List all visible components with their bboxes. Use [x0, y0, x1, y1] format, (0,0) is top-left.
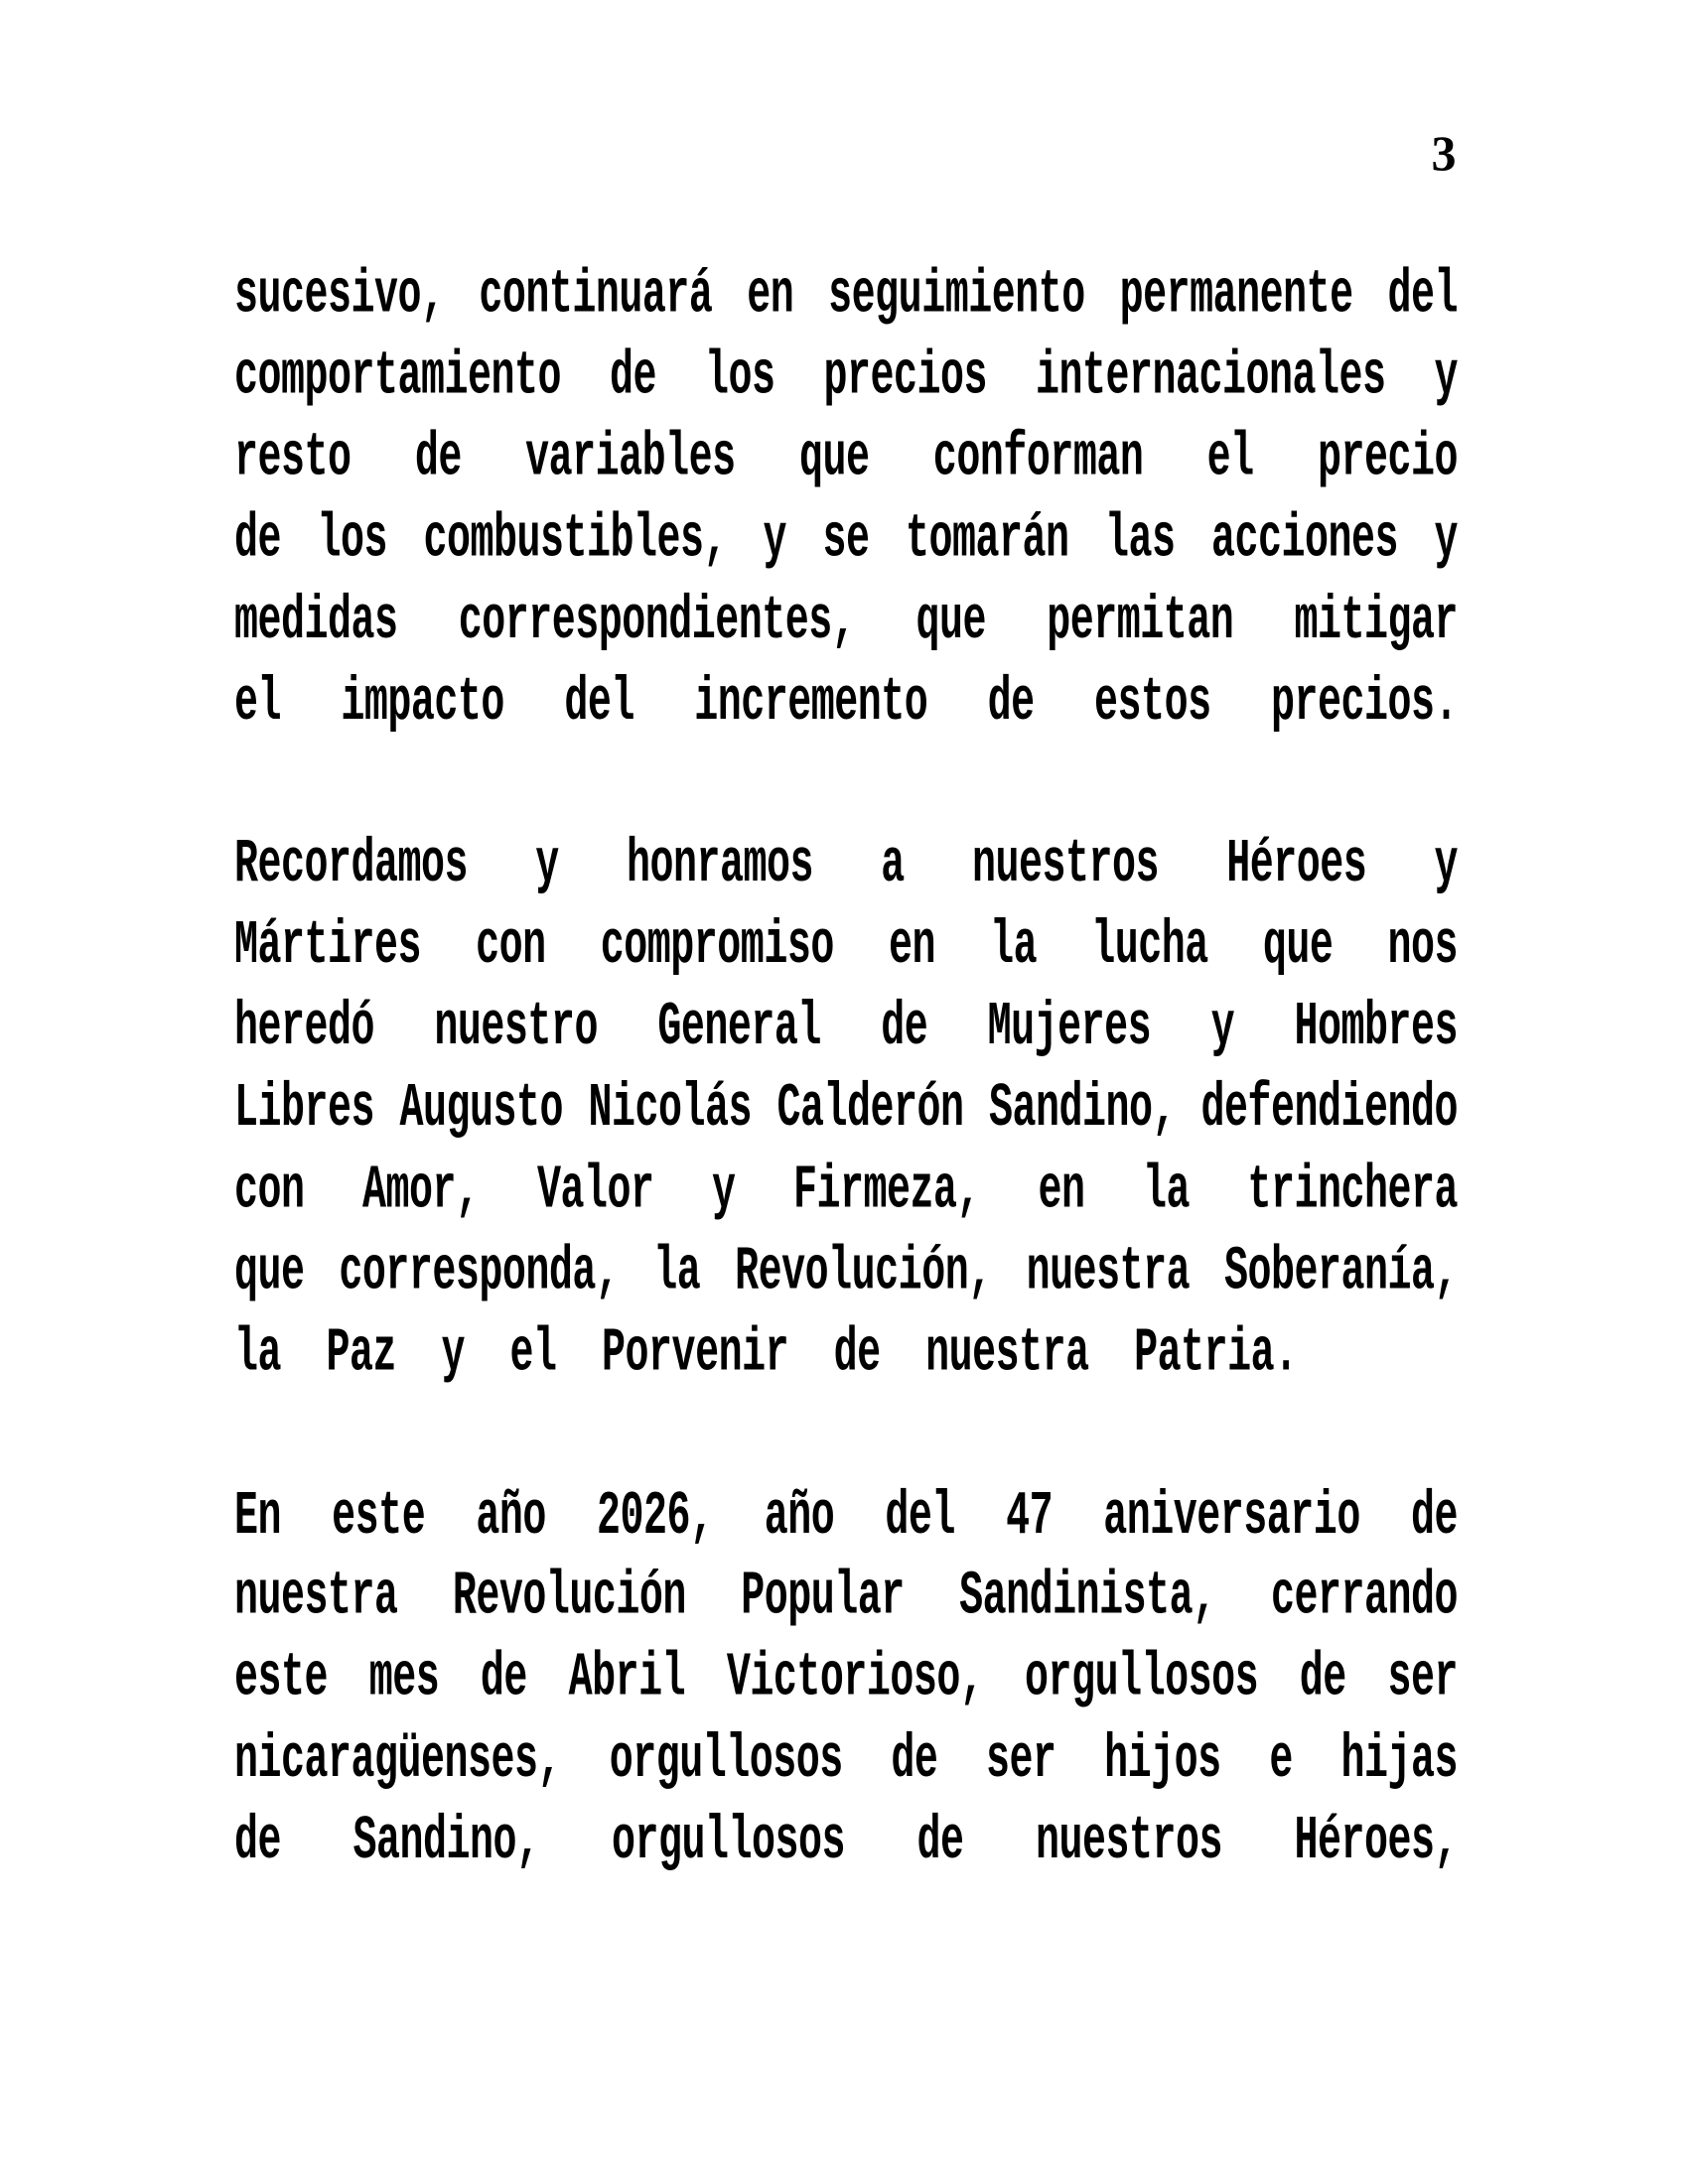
- text-line: con Amor, Valor y Firmeza, en la trinchera: [234, 1157, 1458, 1227]
- paragraph-heroes-martires: [234, 827, 1458, 1397]
- text-line: medidas correspondientes, que permitan mitigar: [234, 587, 1458, 657]
- document-body: [234, 257, 1458, 1967]
- text-line: Mártires con compromiso en la lucha que nos: [234, 912, 1458, 983]
- text-line: En este año 2026, año del 47 aniversario de: [234, 1482, 1458, 1553]
- text-line: sucesivo, continuará en seguimiento permanente del: [234, 261, 1458, 332]
- text-line: nuestra Revolución Popular Sandinista, cerrando: [234, 1564, 1458, 1634]
- paragraph-fuel-prices: [234, 257, 1458, 746]
- text-line: nicaragüenses, orgullosos de ser hijos e hijas: [234, 1726, 1458, 1797]
- text-line: el impacto del incremento de estos precios.: [234, 668, 1458, 739]
- text-line: Libres Augusto Nicolás Calderón Sandino, defendiendo: [234, 1075, 1458, 1146]
- text-line: Recordamos y honramos a nuestros Héroes y: [234, 831, 1458, 901]
- text-line: heredó nuestro General de Mujeres y Hombres: [234, 994, 1458, 1064]
- text-line: este mes de Abril Victorioso, orgullosos de ser: [234, 1645, 1458, 1715]
- text-line: comportamiento de los precios internacionales y: [234, 342, 1458, 413]
- text-line: resto de variables que conforman el precio: [234, 424, 1458, 494]
- paragraph-aniversario-2026: [234, 1478, 1458, 1885]
- page-number: 3: [1431, 125, 1457, 181]
- text-line: que corresponda, la Revolución, nuestra Soberanía,: [234, 1238, 1458, 1308]
- text-line: la Paz y el Porvenir de nuestra Patria.: [234, 1319, 1298, 1390]
- text-line: de los combustibles, y se tomarán las acciones y: [234, 505, 1458, 576]
- text-line: de Sandino, orgullosos de nuestros Héroes,: [234, 1808, 1458, 1878]
